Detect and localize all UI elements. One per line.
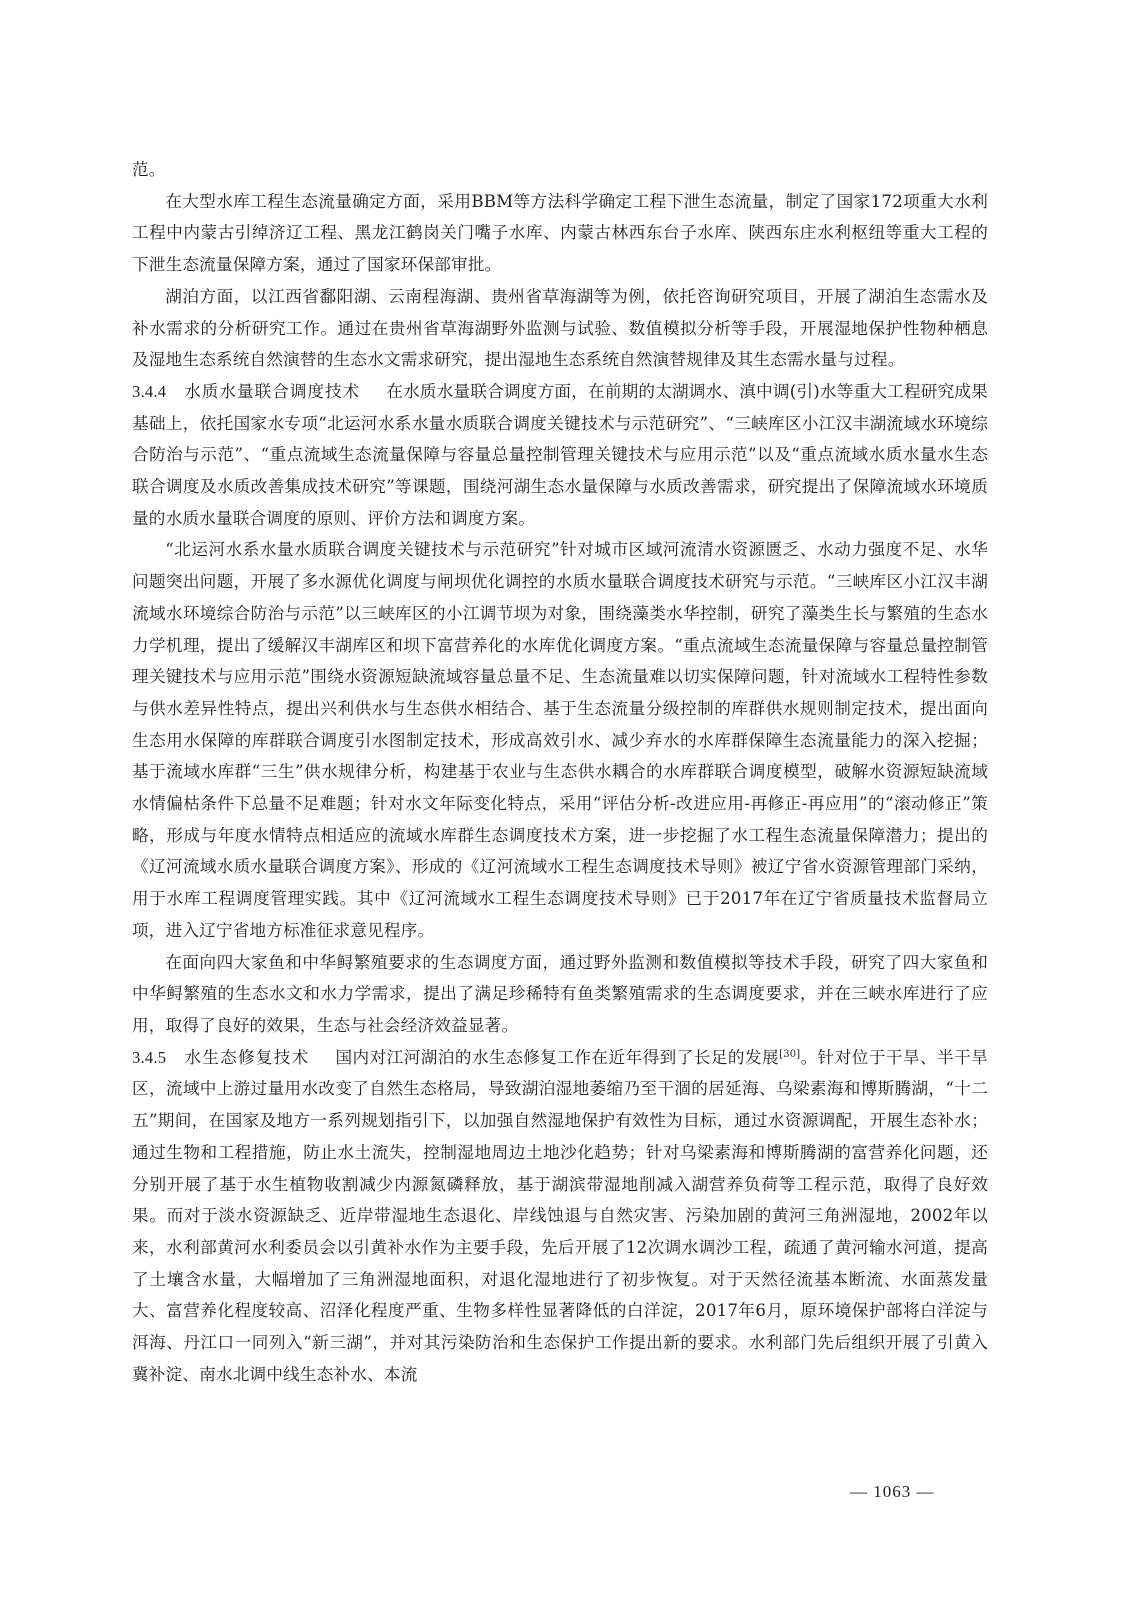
section-title: 水生态修复技术: [184, 1047, 310, 1067]
section-title: 水质水量联合调度技术: [184, 381, 361, 401]
page-number: — 1063 —: [850, 1482, 935, 1501]
paragraph-reservoir-ecoflow: 在大型水库工程生态流量确定方面，采用BBM等方法科学确定工程下泄生态流量，制定了国家172项重大水利工程中内蒙古引绰济辽工程、黑龙江鹤岗关门嘴子水库、内蒙古林西东台子水库、陕西东庄水利枢纽等重大工程的下泄生态流量保障方案，通过了国家环保部审批。: [132, 191, 988, 275]
page-body: [132, 154, 988, 1390]
section-number: 3.4.4: [132, 381, 167, 401]
section-3-4-5: [132, 1042, 988, 1391]
citation-ref: [30]: [779, 1048, 801, 1060]
section-number: 3.4.5: [132, 1047, 167, 1067]
paragraph-fish-spawning: 在面向四大家鱼和中华鲟繁殖要求的生态调度方面，通过野外监测和数值模拟等技术手段，研究了四大家鱼和中华鲟繁殖的生态水文和水力学需求，提出了满足珍稀特有鱼类繁殖需求的生态调度要求，并在三峡水库进行了应用，取得了良好的效果，生态与社会经济效益显著。: [132, 952, 988, 1035]
paragraph-continuation: 范。: [132, 160, 166, 179]
section-body: 在水质水量联合调度方面，在前期的太湖调水、滇中调(引)水等重大工程研究成果基础上，依托国家水专项“北运河水系水量水质联合调度关键技术与示范研究”、“三峡库区小江汉丰湖流域水环境综合防治与示范”、“重点流域生态流量保障与容量总量控制管理关键技术与应用示范”以及“重点流域水质水量水生态联合调度及水质改善集成技术研究”等课题，围绕河湖生态水量保障与水质改善需求，研究提出了保障流域水环境质量的水质水量联合调度的原则、评价方法和调度方案。: [132, 381, 988, 528]
paragraph-lakes: 湖泊方面，以江西省鄱阳湖、云南程海湖、贵州省草海湖等为例，依托咨询研究项目，开展了湖泊生态需水及补水需求的分析研究工作。通过在贵州省草海湖野外监测与试验、数值模拟分析等手段，开展湿地保护性物种栖息及湿地生态系统自然演替的生态水文需求研究，提出湿地生态系统自然演替规律及其生态需水量与过程。: [132, 286, 988, 370]
section-body: 国内对江河湖泊的水生态修复工作在近年得到了长足的发展: [335, 1047, 780, 1067]
section-3-4-4: [132, 376, 988, 535]
paragraph-beiyun-river: “北运河水系水量水质联合调度关键技术与示范研究”针对城市区域河流清水资源匮乏、水动力强度不足、水华问题突出问题，开展了多水源优化调度与闸坝优化调控的水质水量联合调度技术研究与示范。“三峡库区小江汉丰湖流域水环境综合防治与示范”以三峡库区的小江调节坝为对象，围绕藻类水华控制，研究了藻类生长与繁殖的生态水力学机理，提出了缓解汉丰湖库区和坝下富营养化的水库优化调度方案。“重点流域生态流量保障与容量总量控制管理关键技术与应用示范”围绕水资源短缺流域容量总量不足、生态流量难以切实保障问题，针对流域水工程特性参数与供水差异性特点，提出兴利供水与生态供水相结合、基于生态流量分级控制的库群供水规则制定技术，提出面向生态用水保障的库群联合调度引水图制定技术，形成高效引水、减少弃水的水库群保障生态流量能力的深入挖掘；基于流域水库群“三生”供水规律分析，构建基于农业与生态供水耦合的水库群联合调度模型，破解水资源短缺流域水情偏枯条件下总量不足难题；针对水文年际变化特点，采用“评估分析-改进应用-再修正-再应用”的“滚动修正”策略，形成与年度水情特点相适应的流域水库群生态调度技术方案，进一步挖掘了水工程生态流量保障潜力；提出的《辽河流域水质水量联合调度方案》、形成的《辽河流域水工程生态调度技术导则》被辽宁省水资源管理部门采纳，用于水库工程调度管理实践。其中《辽河流域水工程生态调度技术导则》已于2017年在辽宁省质量技术监督局立项，进入辽宁省地方标准征求意见程序。: [132, 540, 988, 940]
section-body-continued: 。针对位于干旱、半干旱区，流域中上游过量用水改变了自然生态格局，导致湖泊湿地萎缩乃至干涸的居延海、乌梁素海和博斯腾湖，“十二五”期间，在国家及地方一系列规划指引下，以加强自然湿地保护有效性为目标，通过水资源调配，开展生态补水；通过生物和工程措施，防止水土流失，控制湿地周边土地沙化趋势；针对乌梁素海和博斯腾湖的富营养化问题，还分别开展了基于水生植物收割减少内源氮磷释放，基于湖滨带湿地削减入湖营养负荷等工程示范，取得了良好效果。而对于淡水资源缺乏、近岸带湿地生态退化、岸线蚀退与自然灾害、污染加剧的黄河三角洲湿地，2002年以来，水利部黄河水利委员会以引黄补水作为主要手段，先后开展了12次调水调沙工程，疏通了黄河输水河道，提高了土壤含水量，大幅增加了三角洲湿地面积，对退化湿地进行了初步恢复。对于天然径流基本断流、水面蒸发量大、富营养化程度较高、沼泽化程度严重、生物多样性显著降低的白洋淀，2017年6月，原环境保护部将白洋淀与洱海、丹江口一同列入“新三湖”，并对其污染防治和生态保护工作提出新的要求。水利部门先后组织开展了引黄入冀补淀、南水北调中线生态补水、本流: [132, 1047, 989, 1384]
